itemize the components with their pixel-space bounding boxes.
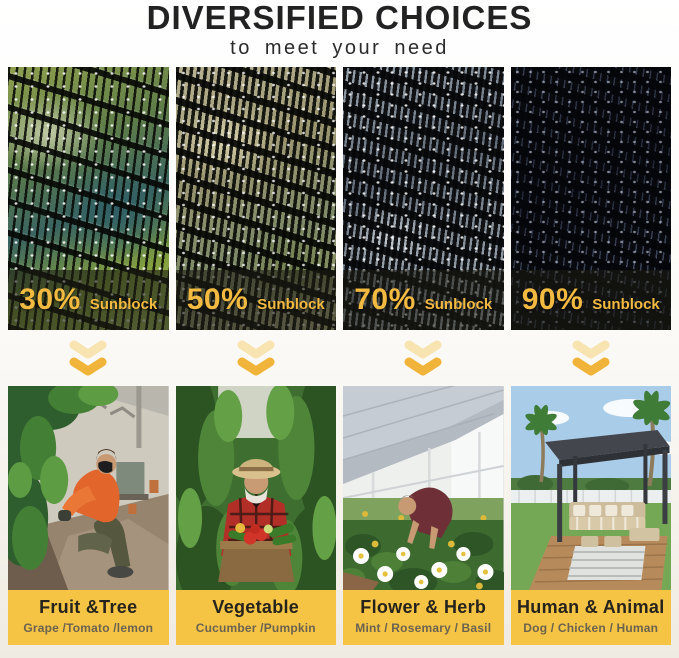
page-subtitle: to meet your need bbox=[230, 36, 449, 59]
farmer-scene bbox=[176, 386, 337, 590]
category-subtitle: Mint / Rosemary / Basil bbox=[355, 621, 492, 635]
sunblock-label-90 bbox=[511, 270, 672, 330]
percent-text: 50% bbox=[186, 283, 249, 316]
fabric-swatch-90 bbox=[511, 67, 672, 330]
category-subtitle: Cucumber /Pumpkin bbox=[195, 621, 316, 635]
category-title: Fruit &Tree bbox=[39, 597, 138, 617]
percent-text: 30% bbox=[19, 283, 81, 316]
down-arrow-icon bbox=[66, 339, 110, 377]
down-arrow-icon bbox=[569, 339, 613, 377]
sunblock-text: Sunblock bbox=[424, 296, 493, 313]
shade-net-flower-scene bbox=[343, 386, 504, 590]
category-row bbox=[0, 590, 679, 645]
flower-herb-photo bbox=[343, 386, 504, 590]
fabric-swatch-50 bbox=[176, 67, 337, 330]
fabric-swatch-70 bbox=[343, 67, 504, 330]
pergola-scene bbox=[511, 386, 672, 590]
category-title: Human & Animal bbox=[516, 597, 665, 617]
category-title: Flower & Herb bbox=[360, 597, 487, 617]
sunblock-label-70 bbox=[343, 270, 504, 330]
fruit-tree-photo bbox=[8, 386, 169, 590]
category-title: Vegetable bbox=[212, 597, 300, 617]
vegetable-photo bbox=[176, 386, 337, 590]
down-arrow-icon bbox=[401, 339, 445, 377]
sunblock-text: Sunblock bbox=[257, 296, 325, 313]
human-animal-photo bbox=[511, 386, 672, 590]
category-card-vegetable bbox=[176, 590, 337, 645]
photo-row bbox=[0, 386, 679, 590]
percent-text: 90% bbox=[521, 283, 584, 316]
category-card-human-animal bbox=[511, 590, 672, 645]
fabric-swatch-30 bbox=[8, 67, 169, 330]
sunblock-label-50 bbox=[176, 270, 337, 330]
category-subtitle: Dog / Chicken / Human bbox=[523, 621, 659, 635]
sunblock-text: Sunblock bbox=[89, 296, 158, 313]
percent-text: 70% bbox=[354, 283, 416, 316]
sunblock-text: Sunblock bbox=[592, 296, 660, 313]
category-card-flower-herb bbox=[343, 590, 504, 645]
fabric-row bbox=[0, 67, 679, 330]
category-card-fruit-tree bbox=[8, 590, 169, 645]
page-title: DIVERSIFIED CHOICES bbox=[146, 0, 533, 36]
category-subtitle: Grape /Tomato /lemon bbox=[23, 621, 154, 635]
greenhouse-scene bbox=[8, 386, 169, 590]
arrow-row bbox=[0, 330, 679, 386]
down-arrow-icon bbox=[234, 339, 278, 377]
sunblock-label-30 bbox=[8, 270, 169, 330]
header bbox=[0, 0, 679, 67]
